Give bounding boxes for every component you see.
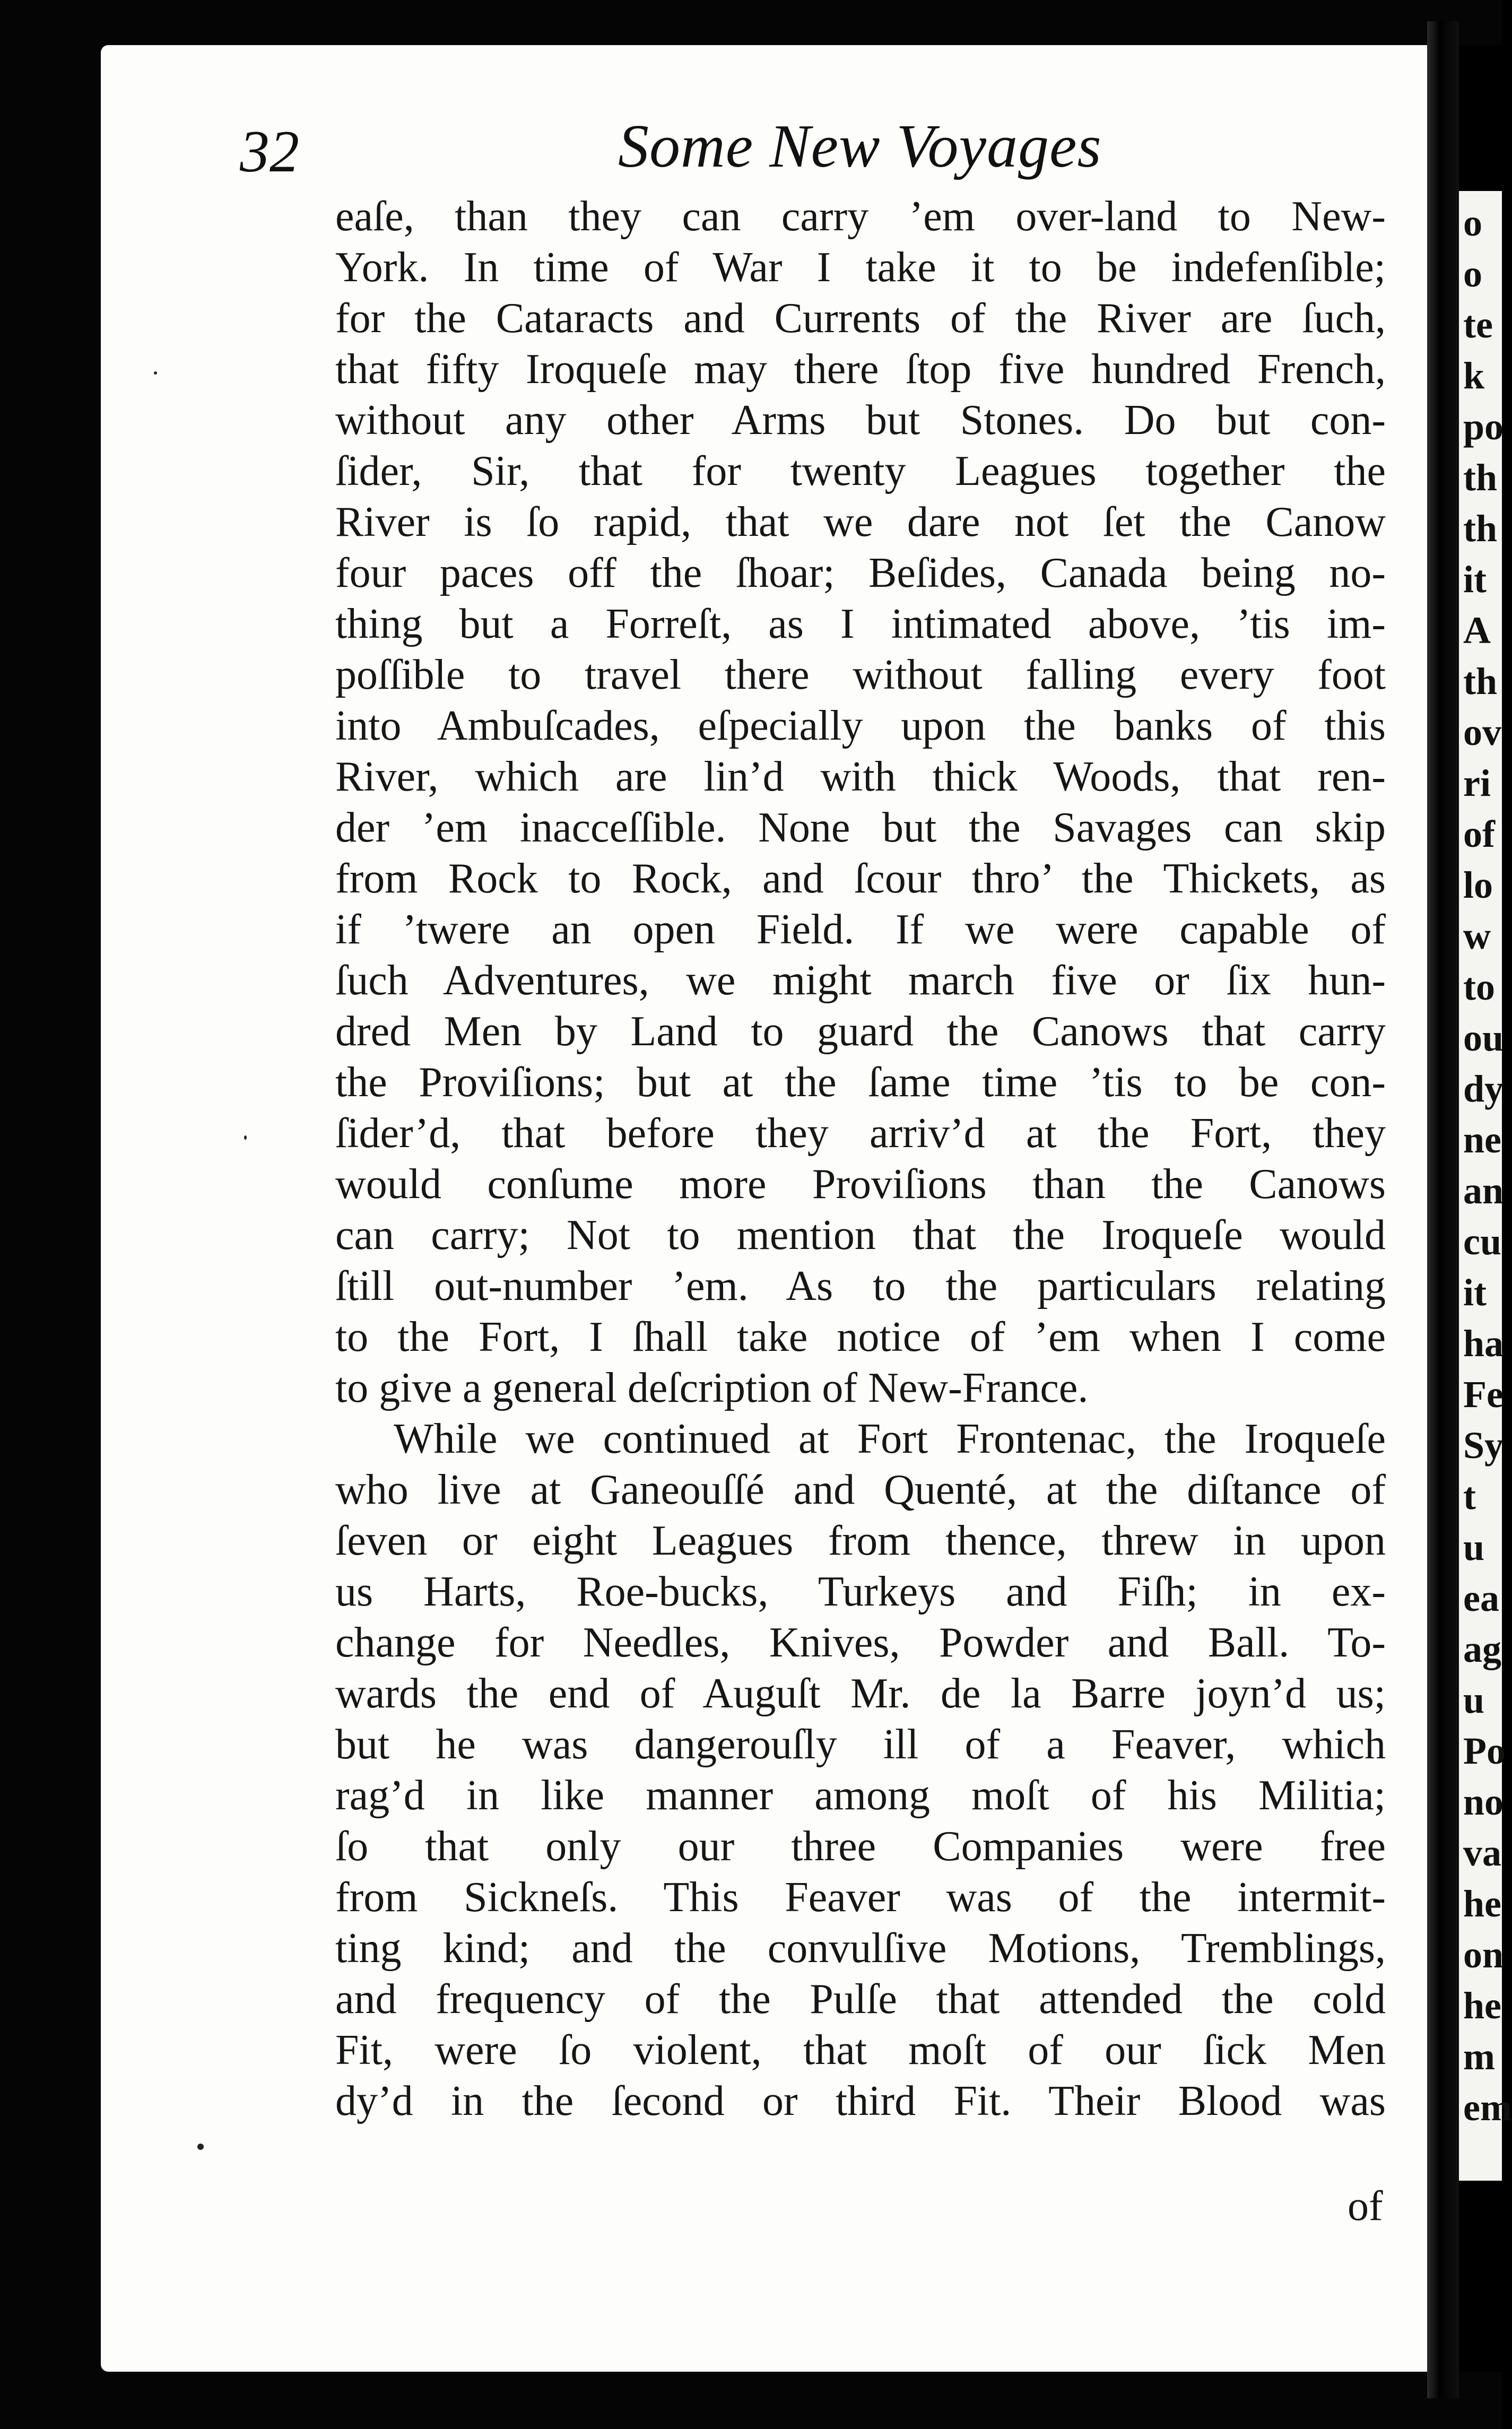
facing-page-fragment-text: lo: [1463, 864, 1493, 906]
facing-page-fragment-text: ea: [1463, 1577, 1499, 1619]
text-line: who live at Ganeouſſé and Quenté, at the diſtance of: [335, 1467, 1386, 1513]
text-line: change for Needles, Knives, Powder and Ball. To-: [335, 1619, 1386, 1666]
scan-border-left: [0, 0, 101, 2429]
facing-page-fragment-text: ne: [1463, 1118, 1501, 1161]
facing-page-fragment-text: ha: [1463, 1322, 1504, 1365]
catchword: of: [1348, 2183, 1383, 2230]
text-line: ſider, Sir, that for twenty Leagues together the: [335, 448, 1386, 495]
facing-page-fragment-text: va: [1463, 1832, 1501, 1874]
facing-page-fragment-text: po: [1463, 405, 1504, 448]
facing-page-fragment-text: it: [1463, 558, 1487, 601]
text-line: for the Cataracts and Currents of the River are ſuch,: [335, 295, 1386, 342]
facing-page-fragment-text: dy: [1463, 1068, 1504, 1110]
ink-speck: [244, 1135, 247, 1140]
text-line: but he was dangerouſly ill of a Feaver, which: [335, 1721, 1386, 1768]
facing-page-fragment-text: no: [1463, 1781, 1504, 1823]
facing-page-fragment-text: u: [1463, 1526, 1485, 1568]
facing-page-fragment-text: A: [1463, 609, 1491, 652]
text-line: ſtill out-number ’em. As to the particulars relating: [335, 1263, 1386, 1309]
facing-page-fragment-text: an: [1463, 1169, 1504, 1212]
text-line: ſuch Adventures, we might march five or ſix hun-: [335, 957, 1386, 1004]
text-line: ſider’d, that before they arriv’d at the Fort, they: [335, 1110, 1386, 1157]
text-line: eaſe, than they can carry ’em over-land to New-: [335, 193, 1386, 240]
text-line: River, which are lin’d with thick Woods, that ren-: [335, 753, 1386, 800]
text-line: York. In time of War I take it to be indefenſible;: [335, 244, 1386, 291]
facing-page-fragment-text: it: [1463, 1271, 1487, 1314]
ink-speck: [197, 2144, 204, 2150]
facing-page-fragment-text: ri: [1463, 762, 1491, 804]
ink-speck: [154, 371, 157, 375]
text-line: into Ambuſcades, eſpecially upon the banks of this: [335, 702, 1386, 749]
body-text: [335, 191, 1386, 2127]
facing-page-fragment-text: on: [1463, 1933, 1504, 1976]
text-line: Fit, were ſo violent, that moſt of our ſick Men: [335, 2027, 1386, 2074]
text-line: poſſible to travel there without falling every foot: [335, 652, 1386, 698]
text-line: thing but a Forreſt, as I intimated above, ’tis im-: [335, 601, 1386, 647]
text-line: the Proviſions; but at the ſame time ’tis to be con-: [335, 1059, 1386, 1106]
scan-border-top: [0, 0, 1502, 45]
text-line: without any other Arms but Stones. Do but con-: [335, 397, 1386, 444]
book-gutter: [1427, 21, 1459, 2398]
facing-page-fragment-text: Sy: [1463, 1424, 1504, 1467]
running-head-title: Some New Voyages: [618, 112, 1102, 180]
text-line: rag’d in like manner among moſt of his Militia;: [335, 1772, 1386, 1819]
facing-page-fragment-text: u: [1463, 1679, 1485, 1721]
text-line: four paces off the ſhoar; Beſides, Canada being no-: [335, 550, 1386, 596]
facing-page-fragment-text: th: [1463, 456, 1498, 499]
text-line: would conſume more Proviſions than the Canows: [335, 1161, 1386, 1208]
text-line: if ’twere an open Field. If we were capable of: [335, 906, 1386, 953]
facing-page-fragment-text: Fe: [1463, 1373, 1504, 1416]
text-line: ſo that only our three Companies were free: [335, 1823, 1386, 1870]
text-line: to give a general deſcription of New-France.: [335, 1365, 1089, 1411]
facing-page-fragment-text: of: [1463, 813, 1495, 855]
text-line: River is ſo rapid, that we dare not ſet the Canow: [335, 499, 1386, 545]
facing-page-fragment-text: to: [1463, 966, 1495, 1008]
facing-page-fragment-text: m: [1463, 2035, 1495, 2078]
text-line: der ’em inacceſſible. None but the Savages can skip: [335, 804, 1386, 851]
facing-page-fragment: [1459, 191, 1512, 2181]
facing-page-fragment-text: he: [1463, 1883, 1501, 1925]
facing-page-fragment-text: ag: [1463, 1628, 1501, 1670]
facing-page-fragment-text: th: [1463, 507, 1498, 550]
text-line: and frequency of the Pulſe that attended the cold: [335, 1976, 1386, 2023]
text-line: wards the end of Auguſt Mr. de la Barre joyn’d us;: [335, 1670, 1386, 1717]
facing-page-fragment-text: k: [1463, 354, 1485, 397]
text-line: from Rock to Rock, and ſcour thro’ the Thickets, as: [335, 855, 1386, 902]
facing-page-fragment-text: cu: [1463, 1220, 1501, 1263]
text-line: dy’d in the ſecond or third Fit. Their Blood was: [335, 2078, 1386, 2124]
facing-page-fragment-text: w: [1463, 915, 1491, 957]
text-line: from Sickneſs. This Feaver was of the intermit-: [335, 1874, 1386, 1921]
facing-page-fragment-text: o: [1463, 202, 1482, 244]
text-line: that fifty Iroqueſe may there ſtop five hundred French,: [335, 346, 1386, 393]
facing-page-fragment-text: th: [1463, 660, 1498, 702]
text-line: ſeven or eight Leagues from thence, threw in upon: [335, 1517, 1386, 1564]
facing-page-fragment-text: ov: [1463, 711, 1501, 753]
text-line: ting kind; and the convulſive Motions, Tremblings,: [335, 1925, 1386, 1972]
facing-page-fragment-text: he: [1463, 1984, 1501, 2027]
facing-page-fragment-text: t: [1463, 1475, 1476, 1517]
paragraph-first-line: While we continued at Fort Frontenac, the Iroqueſe: [394, 1416, 1386, 1462]
text-line: can carry; Not to mention that the Iroqueſe would: [335, 1212, 1386, 1259]
page-number: 32: [240, 119, 299, 185]
text-line: to the Fort, I ſhall take notice of ’em when I come: [335, 1314, 1386, 1360]
text-line: us Harts, Roe-bucks, Turkeys and Fiſh; in ex-: [335, 1568, 1386, 1615]
facing-page-fragment-text: o: [1463, 253, 1482, 295]
text-line: dred Men by Land to guard the Canows that carry: [335, 1008, 1386, 1055]
facing-page-fragment-text: em: [1463, 2086, 1512, 2129]
facing-page-fragment-text: te: [1463, 303, 1493, 346]
facing-page-fragment-text: Po: [1463, 1730, 1506, 1772]
facing-page-fragment-text: ou: [1463, 1017, 1504, 1059]
scan-border-bottom: [0, 2372, 1502, 2429]
